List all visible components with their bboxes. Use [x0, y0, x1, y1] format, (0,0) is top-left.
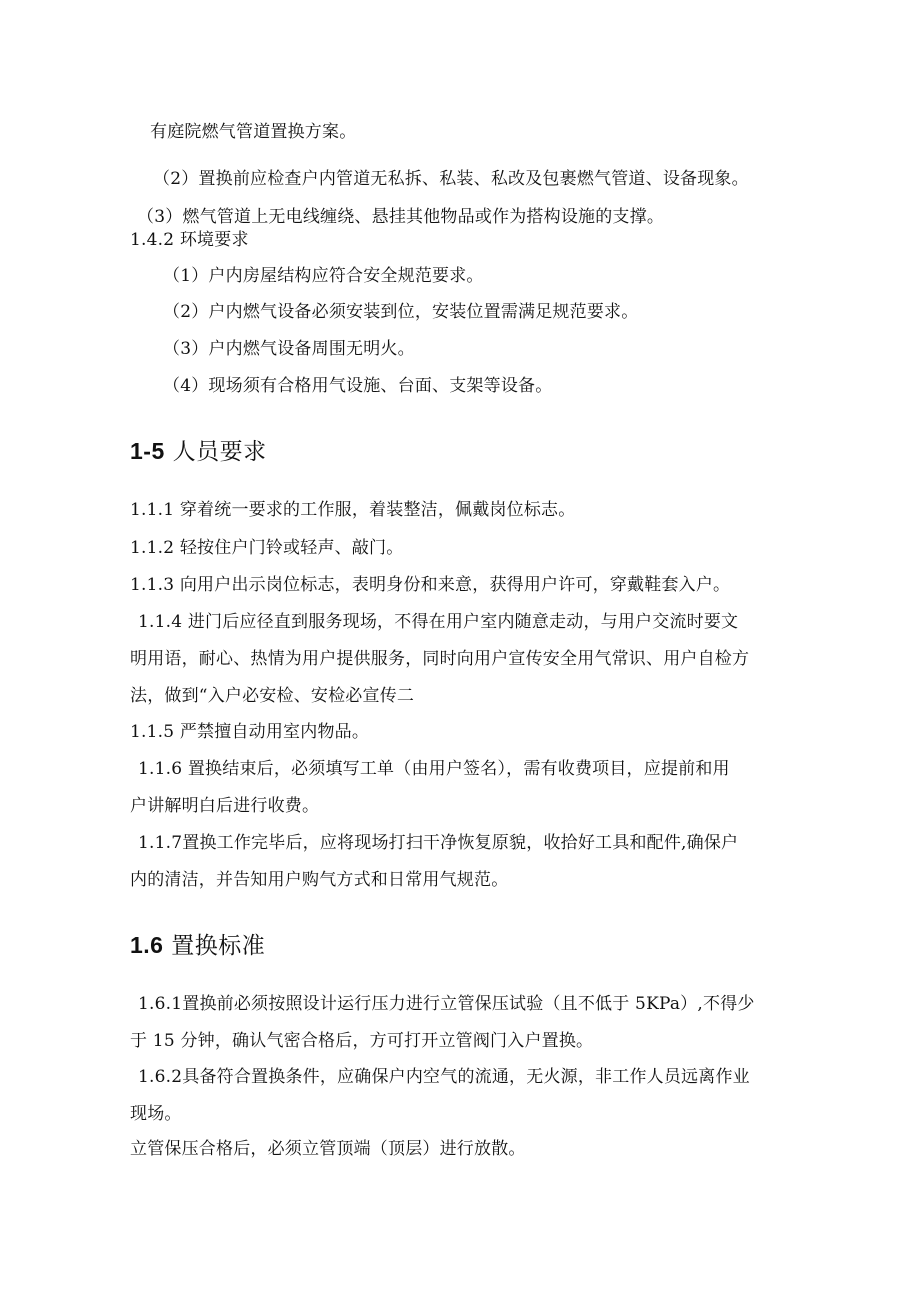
text-line: 1.6.1置换前必须按照设计运行压力进行立管保压试验（且不低于 5KPa）,不得少: [138, 994, 755, 1014]
section-heading-1-6: [130, 930, 265, 961]
text-line: （4）现场须有合格用气设施、台面、支架等设备。: [163, 376, 553, 396]
text-line: 有庭院燃气管道置换方案。: [150, 122, 357, 142]
text-line: 1.1.4 进门后应径直到服务现场，不得在用户室内随意走动，与用户交流时要文: [138, 612, 739, 632]
text-line: （3）户内燃气设备周围无明火。: [163, 339, 415, 359]
text-line: （1）户内房屋结构应符合安全规范要求。: [163, 266, 484, 286]
text-line: 户讲解明白后进行收费。: [130, 796, 320, 816]
section-title: 置换标准: [171, 933, 266, 959]
text-line: （2）置换前应检查户内管道无私拆、私装、私改及包裹燃气管道、设备现象。: [153, 169, 749, 189]
section-number: 1.6: [130, 932, 164, 958]
text-line: 1.1.6 置换结束后，必须填写工单（由用户签名），需有收费项目，应提前和用: [138, 759, 730, 779]
text-line: 内的清洁，并告知用户购气方式和日常用气规范。: [130, 870, 509, 890]
text-line: 现场。: [130, 1104, 182, 1124]
text-line: 于 15 分钟，确认气密合格后，方可打开立管阀门入户置换。: [130, 1031, 594, 1051]
text-line: 1.6.2具备符合置换条件，应确保户内空气的流通，无火源，非工作人员远离作业: [138, 1067, 750, 1087]
text-line: 1.1.7置换工作完毕后，应将现场打扫干净恢复原貌，收拾好工具和配件,确保户: [138, 833, 739, 853]
section-number: 1-5: [130, 438, 165, 464]
text-line: 明用语，耐心、热情为用户提供服务，同时向用户宣传安全用气常识、用户自检方: [130, 649, 750, 669]
text-line: 法，做到“入户必安检、安检必宣传二: [130, 686, 415, 706]
text-line: 1.1.5 严禁擅自动用室内物品。: [130, 722, 370, 742]
section-title: 人员要求: [172, 439, 267, 465]
text-line: 立管保压合格后，必须立管顶端（顶层）进行放散。: [130, 1139, 526, 1159]
text-line: （3）燃气管道上无电线缠绕、悬挂其他物品或作为搭构设施的支撑。: [137, 207, 665, 227]
subsection-title: 1.4.2 环境要求: [130, 230, 249, 250]
text-line: 1.1.1 穿着统一要求的工作服，着装整洁，佩戴岗位标志。: [130, 500, 576, 520]
text-line: 1.1.3 向用户出示岗位标志，表明身份和来意，获得用户许可，穿戴鞋套入户。: [130, 575, 731, 595]
text-line: 1.1.2 轻按住户门铃或轻声、敲门。: [130, 538, 404, 558]
section-heading-1-5: [130, 436, 267, 467]
text-line: （2）户内燃气设备必须安装到位，安装位置需满足规范要求。: [163, 302, 639, 322]
